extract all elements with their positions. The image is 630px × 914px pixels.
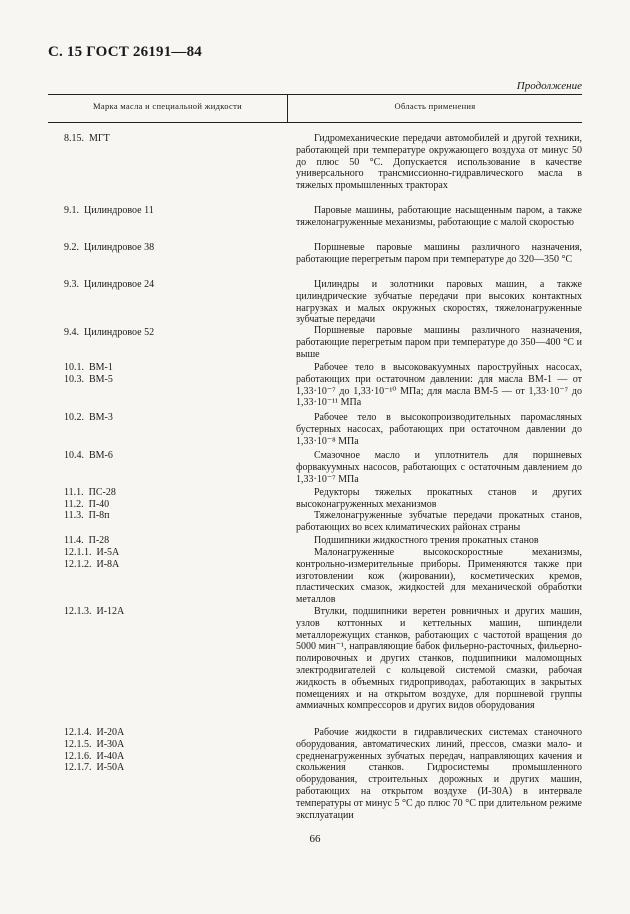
- area-cell: Втулки, подшипники веретен ровничных и других машин, узлов коттонных и кеттельных машин, шпиндели металлорежущих станков, работающих с частотой вращения до 5000 мин⁻¹, направляющие бабок фильерно-расточных, фильерно-полировочных и других станков, подшипники маломощных электродвигателей с кольцевой системой смазки, рабочая жидкость в объемных гидроприводах, работающих в закрытых помещениях и на открытом воздухе, для поршневой группы аммиачных компрессоров и других видов оборудования: [296, 606, 582, 712]
- grade-cell: 9.3. Цилиндровое 24: [64, 279, 155, 290]
- area-cell: Цилиндры и золотники паровых машин, а также цилиндрические зубчатые передачи при высоких контактных нагрузках и малых окружных скоростях, тяжелонагруженные зубчатые передачи: [296, 279, 582, 326]
- table-top-rule: [48, 94, 582, 95]
- area-cell: Поршневые паровые машины различного назначения, работающие перегретым паром при температуре до 320—350 °С: [296, 242, 582, 265]
- grade-cell: 9.1. Цилиндровое 11: [64, 205, 154, 216]
- grade-cell: 11.3. П-8п: [64, 510, 110, 521]
- area-cell: Подшипники жидкостного трения прокатных станов: [314, 535, 539, 546]
- area-cell: Смазочное масло и уплотнитель для поршневых форвакуумных насосов, работающих с остаточным давлением до 1,33·10⁻⁷ МПа: [296, 450, 582, 485]
- area-cell: Тяжелонагруженные зубчатые передачи прокатных станов, работающих во всех климатических районах страны: [296, 510, 582, 533]
- page-number: 66: [309, 833, 321, 845]
- area-cell: Рабочее тело в высоковакуумных пароструйных насосах, работающих при остаточном давлении: для масла ВМ-1 — от 1,33·10⁻⁷ до 1,33·10⁻¹⁰ МПа; для масла ВМ-5 — от 1,33·10⁻⁷ до 1,33·10⁻¹¹ МПа: [296, 362, 582, 409]
- area-cell: Паровые машины, работающие насыщенным паром, а также тяжелонагруженные механизмы, работающие с малой скоростью: [296, 205, 582, 228]
- area-cell: Гидромеханические передачи автомобилей и другой техники, работающей при температуре окружающего воздуха от минус 50 до плюс 50 °С. Допускается использование в качестве универсального трансмиссионно-гидравлического масла в тяжелых промышленных тракторах: [296, 133, 582, 192]
- area-cell: Поршневые паровые машины различного назначения, работающие перегретым паром при температуре до 350—400 °С и выше: [296, 325, 582, 360]
- page-header: С. 15 ГОСТ 26191—84: [48, 44, 202, 60]
- column-header-grade: Марка масла и специальной жидкости: [93, 101, 242, 111]
- grade-cell: 11.1. ПС-28 11.2. П-40: [64, 487, 116, 510]
- grade-cell: 12.1.4. И-20А 12.1.5. И-30А 12.1.6. И-40А 12.1.7. И-50А: [64, 727, 125, 774]
- grade-cell: 12.1.3. И-12А: [64, 606, 125, 617]
- grade-cell: 8.15. МГТ: [64, 133, 110, 144]
- grade-cell: 10.2. ВМ-3: [64, 412, 113, 423]
- grade-cell: 10.4. ВМ-6: [64, 450, 113, 461]
- table-header-rule: [48, 122, 582, 123]
- grade-cell: 9.2. Цилиндровое 38: [64, 242, 155, 253]
- area-cell: Малонагруженные высокоскоростные механизмы, контрольно-измерительные приборы. Применяются также при изготовлении кож (жировании), косметических кремов, пластических смазок, жидкостей для механической обработки металлов: [296, 547, 582, 606]
- column-header-area: Область применения: [394, 101, 476, 111]
- grade-cell: 12.1.1. И-5А 12.1.2. И-8А: [64, 547, 120, 570]
- grade-cell: 9.4. Цилиндровое 52: [64, 327, 155, 338]
- grade-cell: 11.4. П-28: [64, 535, 110, 546]
- area-cell: Рабочие жидкости в гидравлических системах станочного оборудования, автоматических линий, прессов, смазки мало- и средненагруженных зубчатых передач, направляющих качения и скольжения станков. Гидросистемы промышленного оборудования, строительных дорожных и других машин, работающих на открытом воздухе (И-30А) в интервале температуры от минус 5 °С до плюс 70 °С при длительном режиме эксплуатации: [296, 727, 582, 821]
- grade-cell: 10.1. ВМ-1 10.3. ВМ-5: [64, 362, 113, 385]
- area-cell: Редукторы тяжелых прокатных станов и других высоконагруженных механизмов: [296, 487, 582, 510]
- area-cell: Рабочее тело в высокопроизводительных паромасляных бустерных насосах, работающих при остаточном давлении до 1,33·10⁻⁸ МПа: [296, 412, 582, 447]
- continuation-label: Продолжение: [516, 80, 582, 92]
